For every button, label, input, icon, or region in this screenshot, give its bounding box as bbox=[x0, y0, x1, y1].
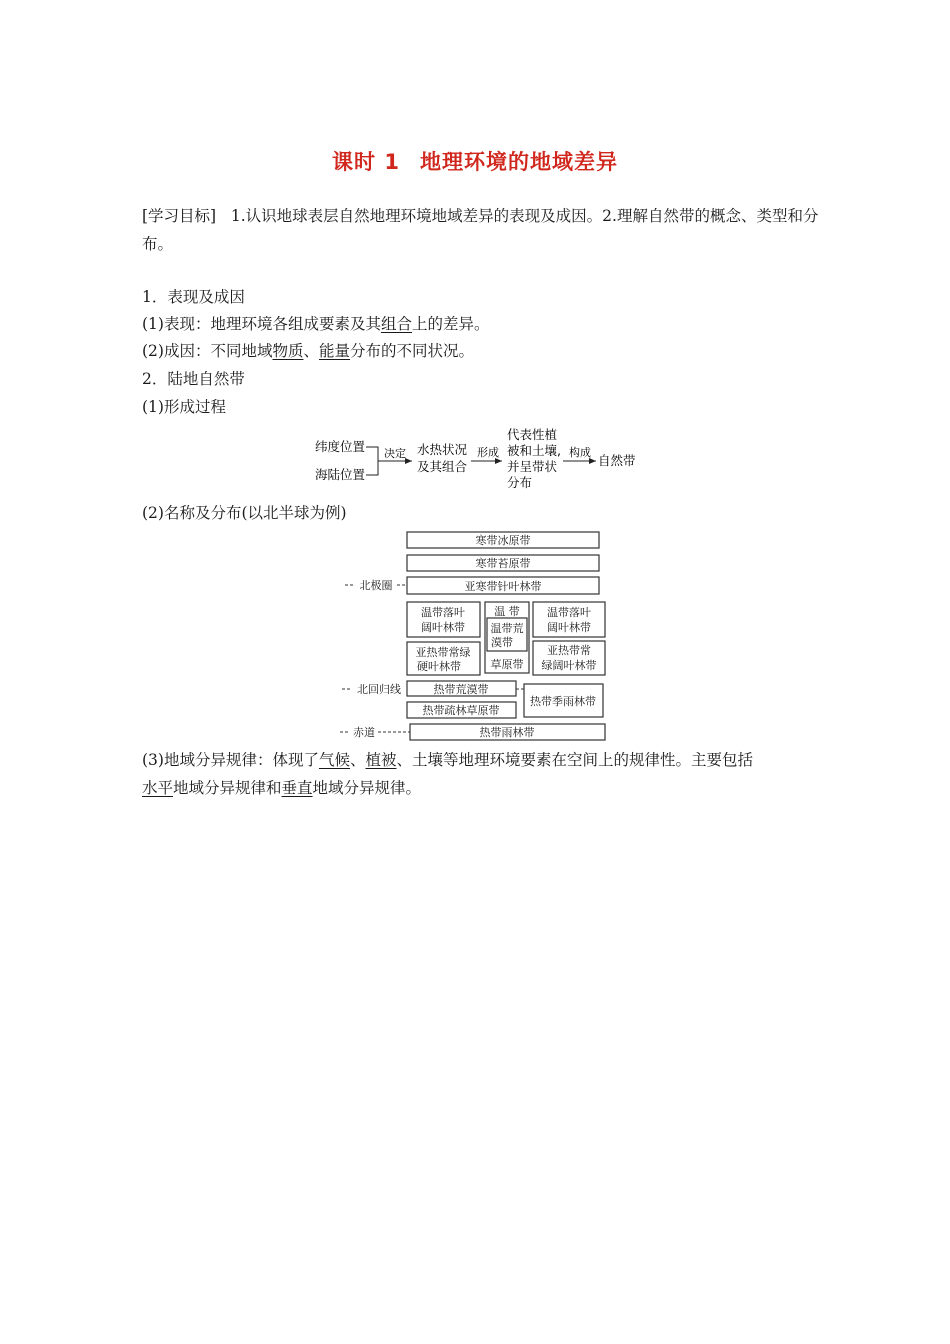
section-2-item-3-cont: 水平地域分异规律和垂直地域分异规律。 bbox=[142, 779, 422, 797]
flow-rep-2: 被和土壤, bbox=[507, 443, 561, 458]
section-2-sub-1: (1)形成过程 bbox=[142, 398, 226, 416]
flow-hydrothermal-1: 水热状况 bbox=[417, 442, 468, 457]
flow-rep-1: 代表性植 bbox=[507, 427, 558, 442]
zone-temperate-deciduous-east-2: 阔叶林带 bbox=[547, 621, 591, 634]
flow-latitude: 纬度位置 bbox=[315, 439, 366, 454]
zone-tropical-desert: 热带荒漠带 bbox=[433, 683, 489, 696]
page-title: 课时 1 地理环境的地域差异 bbox=[332, 150, 618, 174]
section-2-heading: 2．陆地自然带 bbox=[142, 370, 245, 388]
zone-tundra: 寒带苔原带 bbox=[475, 557, 531, 570]
zone-temperate-grassland: 草原带 bbox=[490, 658, 524, 671]
zone-tropical-rainforest: 热带雨林带 bbox=[479, 726, 535, 739]
flow-rep-3: 并呈带状 bbox=[507, 459, 558, 474]
zone-temperate-label: 温 带 bbox=[494, 605, 520, 618]
section-2-sub-2: (2)名称及分布(以北半球为例) bbox=[142, 504, 347, 522]
learning-goals bbox=[142, 202, 822, 258]
answer-blank: 组合 bbox=[380, 315, 412, 333]
zone-temperate-desert-1: 温带荒 bbox=[490, 622, 524, 635]
section-2-item-3: (3)地域分异规律：体现了气候、植被、土壤等地理环境要素在空间上的规律性。主要包括 bbox=[142, 751, 754, 769]
flow-land-sea: 海陆位置 bbox=[315, 467, 366, 482]
zone-temperate-desert-2: 漠带 bbox=[491, 636, 513, 649]
zone-temperate-deciduous-west-1: 温带落叶 bbox=[421, 606, 465, 619]
section-1-item-2: (2)成因：不同地域物质、能量分布的不同状况。 bbox=[142, 342, 475, 360]
zone-ice-cap: 寒带冰原带 bbox=[475, 534, 531, 547]
answer-blank: 垂直 bbox=[281, 779, 313, 797]
flow-bracket bbox=[366, 447, 383, 475]
arctic-circle-label: 北极圈 bbox=[359, 579, 393, 592]
answer-blank: 物质 bbox=[272, 342, 304, 360]
flow-rep-4: 分布 bbox=[507, 475, 533, 490]
answer-blank: 水平 bbox=[142, 779, 174, 797]
zone-subtropical-evergreen-2: 绿阔叶林带 bbox=[541, 659, 597, 672]
zone-tropical-monsoon: 热带季雨林带 bbox=[530, 695, 596, 708]
zone-taiga: 亚寒带针叶林带 bbox=[464, 580, 542, 593]
zone-mediterranean-1: 亚热带常绿 bbox=[415, 646, 471, 659]
flow-hydrothermal-2: 及其组合 bbox=[417, 459, 468, 474]
answer-blank: 气候 bbox=[318, 751, 350, 769]
flow-arrow-label-2: 形成 bbox=[477, 446, 499, 459]
tropic-of-cancer-label: 北回归线 bbox=[357, 683, 401, 696]
answer-blank: 能量 bbox=[319, 342, 351, 360]
formation-flow-diagram bbox=[305, 424, 650, 496]
equator-label: 赤道 bbox=[353, 726, 375, 739]
zone-temperate-deciduous-east-1: 温带落叶 bbox=[547, 606, 591, 619]
section-1-item-1: (1)表现：地理环境各组成要素及其组合上的差异。 bbox=[142, 315, 490, 333]
zone-savanna: 热带疏林草原带 bbox=[422, 704, 500, 717]
zone-mediterranean-2: 硬叶林带 bbox=[417, 660, 461, 673]
goal-label: [学习目标] bbox=[142, 207, 217, 225]
flow-arrow-label-1: 决定 bbox=[384, 447, 406, 460]
section-1-heading: 1．表现及成因 bbox=[142, 288, 245, 306]
zone-temperate-deciduous-west-2: 阔叶林带 bbox=[421, 621, 465, 634]
zone-subtropical-evergreen-1: 亚热带常 bbox=[547, 644, 591, 657]
answer-blank: 植被 bbox=[365, 751, 397, 769]
natural-zones-diagram bbox=[330, 527, 615, 745]
goal-text: 1.认识地球表层自然地理环境地域差异的表现及成因。2.理解自然带的概念、类型和分布。 bbox=[142, 207, 819, 253]
flow-natural-zone: 自然带 bbox=[598, 453, 636, 468]
flow-arrow-label-3: 构成 bbox=[569, 446, 591, 459]
